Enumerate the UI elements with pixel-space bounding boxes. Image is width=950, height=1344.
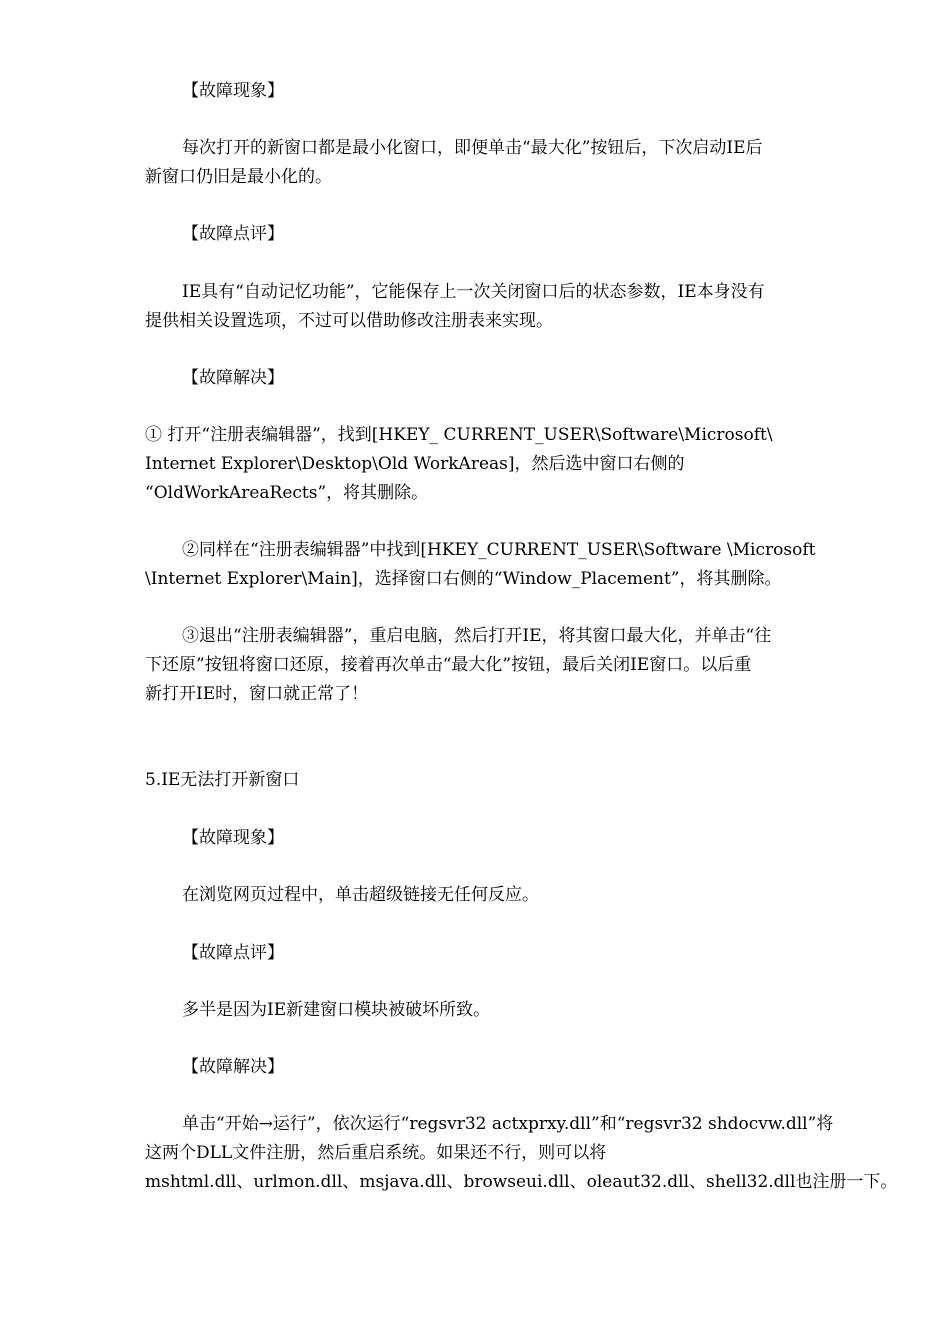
text-line: 在浏览网页过程中，单击超级链接无任何反应。 — [182, 885, 539, 905]
text-line: Internet Explorer\Desktop\Old WorkAreas]，然后选中窗口右侧的 — [145, 454, 685, 474]
text-line: 新窗口仍旧是最小化的。 — [145, 167, 332, 187]
text-line: “OldWorkAreaRects”，将其删除。 — [145, 483, 429, 503]
paragraph-solution-2 — [145, 1110, 898, 1197]
text-line: 下还原”按钮将窗口还原，接着再次单击“最大化”按钮，最后关闭IE窗口。以后重 — [145, 655, 752, 675]
heading-comment-2 — [145, 939, 917, 968]
paragraph-step-3 — [145, 622, 880, 709]
heading-symptom-2 — [145, 824, 917, 853]
text-line: \Internet Explorer\Main]，选择窗口右侧的“Window_Placement”，将其删除。 — [145, 569, 782, 589]
heading-text: 【故障现象】 — [182, 828, 284, 848]
heading-solution-2 — [145, 1053, 917, 1082]
heading-text: 【故障现象】 — [182, 81, 284, 101]
paragraph-step-1 — [145, 421, 880, 508]
text-line: ① 打开“注册表编辑器”，找到[HKEY_ CURRENT_USER\Software\Microsoft\ — [145, 425, 773, 445]
text-line: mshtml.dll、urlmon.dll、msjava.dll、browseui.dll、oleaut32.dll、shell32.dll也注册一下。 — [145, 1172, 898, 1192]
section-title — [145, 766, 880, 795]
heading-symptom — [145, 77, 917, 106]
text-line: 每次打开的新窗口都是最小化窗口，即便单击“最大化”按钮后，下次启动IE后 — [182, 138, 763, 158]
text-line: ②同样在“注册表编辑器”中找到[HKEY_CURRENT_USER\Software \Microsoft — [182, 540, 816, 560]
paragraph-comment-2 — [145, 996, 917, 1025]
text-line: 提供相关设置选项，不过可以借助修改注册表来实现。 — [145, 311, 553, 331]
paragraph-symptom-2 — [145, 881, 917, 910]
heading-comment — [145, 220, 917, 249]
text-line: 这两个DLL文件注册，然后重启系统。如果还不行，则可以将 — [145, 1143, 607, 1163]
text-line: 单击“开始→运行”，依次运行“regsvr32 actxprxy.dll”和“regsvr32 shdocvw.dll”将 — [182, 1114, 834, 1134]
paragraph-comment — [145, 278, 880, 336]
text-line: 新打开IE时，窗口就正常了！ — [145, 684, 369, 704]
heading-solution — [145, 364, 917, 393]
paragraph-symptom — [145, 134, 880, 192]
text-line: IE具有“自动记忆功能”，它能保存上一次关闭窗口后的状态参数，IE本身没有 — [182, 282, 765, 302]
text-line: 多半是因为IE新建窗口模块被破坏所致。 — [182, 1000, 491, 1020]
section-title-text: 5.IE无法打开新窗口 — [145, 770, 300, 790]
text-line: ③退出“注册表编辑器”，重启电脑，然后打开IE，将其窗口最大化，并单击“往 — [182, 626, 772, 646]
heading-text: 【故障点评】 — [182, 943, 284, 963]
heading-text: 【故障点评】 — [182, 224, 284, 244]
paragraph-step-2 — [145, 536, 880, 594]
heading-text: 【故障解决】 — [182, 1057, 284, 1077]
heading-text: 【故障解决】 — [182, 368, 284, 388]
